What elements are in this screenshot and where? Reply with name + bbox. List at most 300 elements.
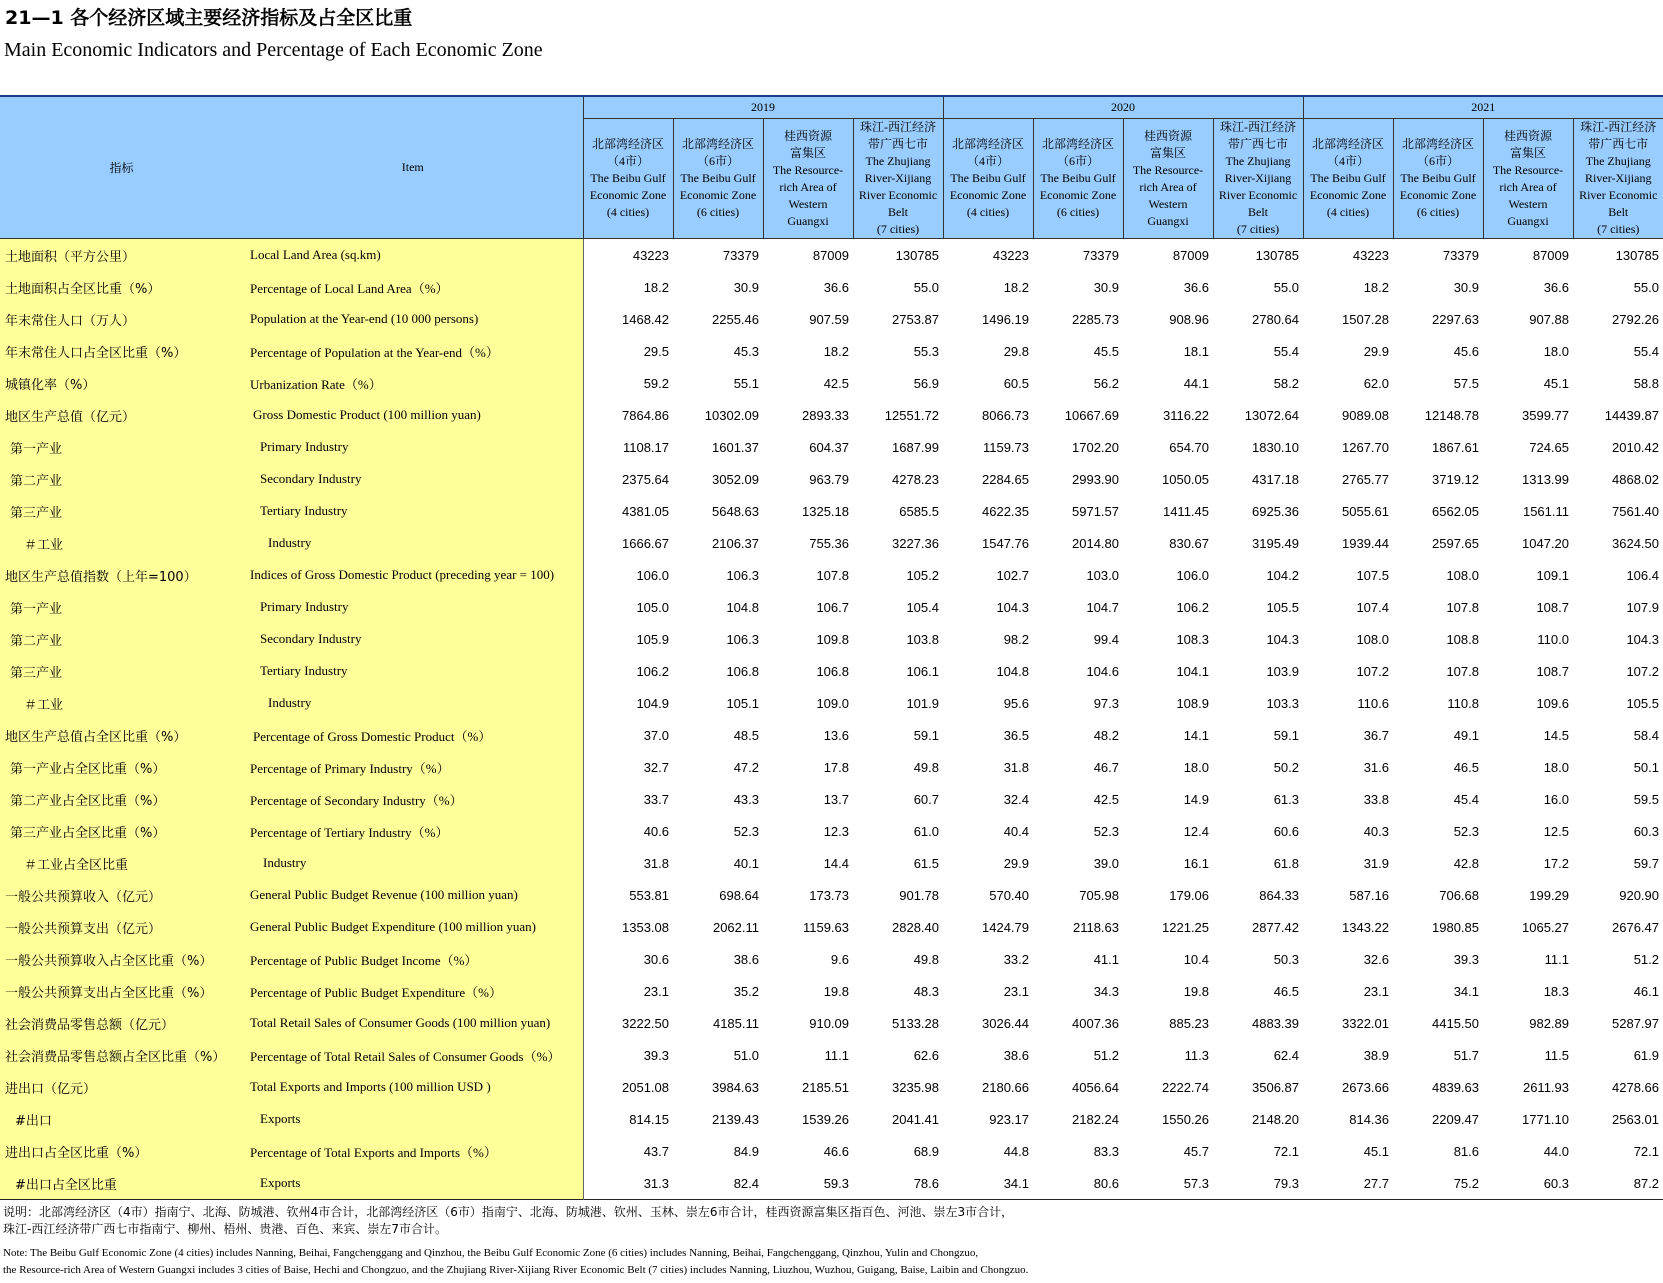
data-cell: 963.79 [763,463,853,495]
header-row-years [0,96,1663,119]
zone-header-line: 北部湾经济区 [951,137,1024,151]
data-cell: 17.8 [763,751,853,783]
data-cell: 2106.37 [673,527,763,559]
data-cell: 108.0 [1393,559,1483,591]
data-cell: 62.0 [1303,367,1393,399]
zone-header-line: The Resource- [1492,162,1564,177]
data-cell: 18.0 [1483,751,1573,783]
data-cell: 103.8 [853,623,943,655]
header-indicator-cn: 指标 [0,96,243,239]
data-cell: 5287.97 [1573,1007,1663,1039]
zone-header-line: rich Area of [779,179,837,194]
table-row [0,911,1663,943]
data-cell: 60.3 [1573,815,1663,847]
data-cell: 79.3 [1213,1167,1303,1200]
row-label-cn: #出口占全区比重 [0,1167,243,1200]
data-cell: 103.3 [1213,687,1303,719]
data-cell: 68.9 [853,1135,943,1167]
data-cell: 48.3 [853,975,943,1007]
data-cell: 1687.99 [853,431,943,463]
table-row [0,303,1663,335]
zone-header-line: (4 cities) [966,205,1010,219]
data-cell: 908.96 [1123,303,1213,335]
row-label-en: Percentage of Total Retail Sales of Consumer Goods（%） [243,1039,583,1071]
row-label-cn: 社会消费品零售总额（亿元） [0,1007,243,1039]
data-cell: 60.7 [853,783,943,815]
row-label-cn: 地区生产总值占全区比重（%） [0,719,243,751]
data-cell: 173.73 [763,879,853,911]
zone-header-line: 桂西资源 [1143,128,1192,143]
data-cell: 3506.87 [1213,1071,1303,1103]
data-cell: 60.5 [943,367,1033,399]
row-label-en: General Public Budget Expenditure (100 million yuan) [243,911,583,943]
data-cell: 45.1 [1303,1135,1393,1167]
data-cell: 107.4 [1303,591,1393,623]
data-cell: 814.36 [1303,1103,1393,1135]
table-row [0,815,1663,847]
data-cell: 51.7 [1393,1039,1483,1071]
data-cell: 199.29 [1483,879,1573,911]
data-cell: 108.3 [1123,623,1213,655]
data-cell: 43.3 [673,783,763,815]
data-cell: 1353.08 [583,911,673,943]
zone-header-line: The Resource- [1132,162,1204,177]
data-cell: 14.9 [1123,783,1213,815]
data-cell: 45.1 [1483,367,1573,399]
zone-header-line: Guangxi [1507,213,1549,228]
data-cell: 19.8 [763,975,853,1007]
data-cell: 3116.22 [1123,399,1213,431]
data-cell: 45.4 [1393,783,1483,815]
zone-header-line: 带广西七市 [1227,137,1288,151]
zone-header-line: 北部湾经济区 [1311,137,1384,151]
page-title: 21—1 各个经济区域主要经济指标及占全区比重 [5,7,413,29]
zone-header-line: (4 cities) [606,205,650,219]
data-cell: 36.6 [1123,271,1213,303]
data-cell: 901.78 [853,879,943,911]
row-label-en: Population at the Year-end (10 000 persons) [243,303,583,335]
data-cell: 982.89 [1483,1007,1573,1039]
data-cell: 830.67 [1123,527,1213,559]
zone-header-line: （6市） [1416,154,1459,168]
note-en-line: Note: The Beibu Gulf Economic Zone (4 cities) includes Nanning, Beihai, Fangchenggang and Qinzhou, the Beibu Gulf Economic Zone (6 cities) includes Nanning, Beihai, Fangchenggang, Qinzhou, Yulin and Chongzuo, [3,1247,979,1259]
zone-header-line: 北部湾经济区 [1041,137,1114,151]
data-cell: 35.2 [673,975,763,1007]
data-cell: 59.7 [1573,847,1663,879]
data-cell: 102.7 [943,559,1033,591]
table-row [0,495,1663,527]
data-cell: 33.2 [943,943,1033,975]
row-label-cn: #出口 [0,1103,243,1135]
data-cell: 39.0 [1033,847,1123,879]
row-label-cn: 第二产业 [0,463,243,495]
data-cell: 2893.33 [763,399,853,431]
data-cell: 55.4 [1573,335,1663,367]
data-cell: 4278.66 [1573,1071,1663,1103]
data-cell: 73379 [673,239,763,272]
data-cell: 61.3 [1213,783,1303,815]
data-cell: 97.3 [1033,687,1123,719]
data-cell: 13.6 [763,719,853,751]
data-cell: 105.5 [1213,591,1303,623]
data-cell: 11.1 [1483,943,1573,975]
data-cell: 60.6 [1213,815,1303,847]
economic-indicators-table [0,95,1663,1200]
data-cell: 2993.90 [1033,463,1123,495]
data-cell: 104.8 [673,591,763,623]
table-row [0,1135,1663,1167]
data-cell: 14.1 [1123,719,1213,751]
data-cell: 55.3 [853,335,943,367]
data-cell: 553.81 [583,879,673,911]
data-cell: 61.8 [1213,847,1303,879]
data-cell: 31.8 [583,847,673,879]
data-cell: 72.1 [1213,1135,1303,1167]
data-cell: 18.2 [763,335,853,367]
zone-header-line: 桂西资源 [783,128,832,143]
data-cell: 51.0 [673,1039,763,1071]
data-cell: 56.9 [853,367,943,399]
table-row [0,943,1663,975]
data-cell: 87009 [1123,239,1213,272]
data-cell: 106.1 [853,655,943,687]
note-cn-line: 珠江-西江经济带广西七市指南宁、柳州、梧州、贵港、百色、来宾、崇左7市合计。 [3,1222,447,1236]
data-cell: 2062.11 [673,911,763,943]
data-cell: 105.9 [583,623,673,655]
data-cell: 106.0 [1123,559,1213,591]
zone-header-line: Economic Zone [949,188,1027,202]
data-cell: 30.9 [673,271,763,303]
data-cell: 58.2 [1213,367,1303,399]
data-cell: 4839.63 [1393,1071,1483,1103]
data-cell: 59.1 [853,719,943,751]
data-cell: 43223 [1303,239,1393,272]
zone-header-line: Belt [888,205,908,219]
row-label-en: Percentage of Total Exports and Imports（%） [243,1135,583,1167]
data-cell: 29.9 [943,847,1033,879]
data-cell: 31.8 [943,751,1033,783]
data-cell: 2185.51 [763,1071,853,1103]
row-label-cn: 土地面积占全区比重（%） [0,271,243,303]
data-cell: 2877.42 [1213,911,1303,943]
data-cell: 14439.87 [1573,399,1663,431]
data-cell: 5133.28 [853,1007,943,1039]
data-cell: 49.8 [853,751,943,783]
zone-header-line: （4市） [1326,154,1369,168]
zone-header-line: 富集区 [1149,145,1186,160]
data-cell: 4007.36 [1033,1007,1123,1039]
row-label-en: Secondary Industry [243,623,583,655]
data-cell: 106.3 [673,559,763,591]
data-cell: 1424.79 [943,911,1033,943]
data-cell: 179.06 [1123,879,1213,911]
data-cell: 104.9 [583,687,673,719]
data-cell: 32.4 [943,783,1033,815]
row-label-en: Exports [243,1103,583,1135]
zone-header-line: 北部湾经济区 [1401,137,1474,151]
table-header [0,96,1663,239]
data-cell: 5648.63 [673,495,763,527]
data-cell: 48.2 [1033,719,1123,751]
data-cell: 5055.61 [1303,495,1393,527]
data-cell: 44.0 [1483,1135,1573,1167]
data-cell: 2563.01 [1573,1103,1663,1135]
table-row [0,431,1663,463]
row-label-en: Percentage of Population at the Year-end（%） [243,335,583,367]
data-cell: 55.0 [1213,271,1303,303]
data-cell: 105.0 [583,591,673,623]
data-cell: 101.9 [853,687,943,719]
data-cell: 58.8 [1573,367,1663,399]
data-cell: 52.3 [1393,815,1483,847]
data-cell: 2828.40 [853,911,943,943]
data-cell: 61.0 [853,815,943,847]
table-row [0,719,1663,751]
table-row [0,399,1663,431]
zone-header-line: Belt [1608,205,1629,219]
data-cell: 10302.09 [673,399,763,431]
table-row [0,591,1663,623]
data-cell: 80.6 [1033,1167,1123,1200]
row-label-cn: 第一产业 [0,591,243,623]
data-cell: 75.2 [1393,1167,1483,1200]
zone-header [1573,119,1663,239]
table-row [0,1103,1663,1135]
data-cell: 17.2 [1483,847,1573,879]
data-cell: 40.4 [943,815,1033,847]
row-label-en: Percentage of Primary Industry（%） [243,751,583,783]
table-row [0,975,1663,1007]
row-label-cn: ＃工业 [0,527,243,559]
data-cell: 87009 [1483,239,1573,272]
data-cell: 7864.86 [583,399,673,431]
data-cell: 14.4 [763,847,853,879]
data-cell: 4415.50 [1393,1007,1483,1039]
data-cell: 107.8 [1393,591,1483,623]
data-cell: 23.1 [1303,975,1393,1007]
zone-header-line: 富集区 [1509,145,1546,160]
data-cell: 107.8 [1393,655,1483,687]
data-cell: 106.2 [583,655,673,687]
zone-header-line: Economic Zone [589,188,667,202]
data-cell: 570.40 [943,879,1033,911]
zone-header-line: 珠江-西江经济 [1580,120,1657,134]
zone-header [1123,119,1213,239]
data-cell: 885.23 [1123,1007,1213,1039]
data-cell: 2611.93 [1483,1071,1573,1103]
data-cell: 59.3 [763,1167,853,1200]
data-cell: 99.4 [1033,623,1123,655]
table-row [0,655,1663,687]
row-label-cn: 第二产业占全区比重（%） [0,783,243,815]
data-cell: 82.4 [673,1167,763,1200]
data-cell: 107.8 [763,559,853,591]
data-cell: 2673.66 [1303,1071,1393,1103]
data-cell: 106.0 [583,559,673,591]
row-label-en: Primary Industry [243,431,583,463]
data-cell: 16.0 [1483,783,1573,815]
zone-header-line: The Beibu Gulf [1400,171,1476,185]
data-cell: 33.7 [583,783,673,815]
data-cell: 55.0 [1573,271,1663,303]
data-cell: 46.1 [1573,975,1663,1007]
zone-header [1033,119,1123,239]
zone-header-line: 珠江-西江经济 [1220,120,1296,134]
data-cell: 2014.80 [1033,527,1123,559]
data-cell: 45.6 [1393,335,1483,367]
zone-header-line: （4市） [606,154,649,168]
zone-header-line: 桂西资源 [1503,128,1552,143]
row-label-en: Gross Domestic Product (100 million yuan) [243,399,583,431]
zone-header-line: (7 cities) [876,222,920,236]
data-cell: 3322.01 [1303,1007,1393,1039]
data-cell: 104.6 [1033,655,1123,687]
data-cell: 30.6 [583,943,673,975]
data-cell: 49.8 [853,943,943,975]
data-cell: 42.5 [763,367,853,399]
data-cell: 1221.25 [1123,911,1213,943]
zone-header-line: The Resource- [772,162,844,177]
data-cell: 103.0 [1033,559,1123,591]
data-cell: 108.8 [1393,623,1483,655]
zone-header-line: (6 cities) [1056,205,1100,219]
row-label-cn: 第一产业占全区比重（%） [0,751,243,783]
page-subtitle: Main Economic Indicators and Percentage of Each Economic Zone [4,39,543,61]
data-cell: 3984.63 [673,1071,763,1103]
data-cell: 18.3 [1483,975,1573,1007]
table-row [0,559,1663,591]
data-cell: 705.98 [1033,879,1123,911]
data-cell: 51.2 [1033,1039,1123,1071]
row-label-cn: 第三产业 [0,655,243,687]
row-label-cn: 一般公共预算支出（亿元） [0,911,243,943]
row-label-en: Industry [243,527,583,559]
row-label-en: General Public Budget Revenue (100 million yuan) [243,879,583,911]
data-cell: 3235.98 [853,1071,943,1103]
table-row [0,1039,1663,1071]
data-cell: 9.6 [763,943,853,975]
data-cell: 61.5 [853,847,943,879]
data-cell: 1867.61 [1393,431,1483,463]
data-cell: 108.7 [1483,591,1573,623]
zone-header-line: River Economic [858,188,938,202]
data-cell: 84.9 [673,1135,763,1167]
row-label-en: Total Retail Sales of Consumer Goods (100 million yuan) [243,1007,583,1039]
data-cell: 2753.87 [853,303,943,335]
data-cell: 27.7 [1303,1167,1393,1200]
data-cell: 4868.02 [1573,463,1663,495]
row-label-cn: 地区生产总值（亿元） [0,399,243,431]
note-cn-line: 说明：北部湾经济区（4市）指南宁、北海、防城港、钦州4市合计，北部湾经济区（6市）指南宁、北海、防城港、钦州、玉林、崇左6市合计，桂西资源富集区指百色、河池、崇左3市合计， [3,1205,1014,1219]
data-cell: 104.3 [1213,623,1303,655]
data-cell: 40.6 [583,815,673,847]
data-cell: 2209.47 [1393,1103,1483,1135]
data-cell: 45.7 [1123,1135,1213,1167]
data-cell: 4883.39 [1213,1007,1303,1039]
data-cell: 105.1 [673,687,763,719]
zone-header [853,119,943,239]
data-cell: 44.1 [1123,367,1213,399]
data-cell: 814.15 [583,1103,673,1135]
zone-header-line: (4 cities) [1326,205,1370,219]
data-cell: 109.1 [1483,559,1573,591]
data-cell: 50.3 [1213,943,1303,975]
data-cell: 2676.47 [1573,911,1663,943]
data-cell: 48.5 [673,719,763,751]
data-cell: 9089.08 [1303,399,1393,431]
data-cell: 13.7 [763,783,853,815]
data-cell: 1313.99 [1483,463,1573,495]
data-cell: 95.6 [943,687,1033,719]
data-cell: 4381.05 [583,495,673,527]
data-cell: 37.0 [583,719,673,751]
zone-header-line: 带广西七市 [1588,137,1649,151]
zone-header-line: (6 cities) [696,205,740,219]
data-cell: 32.7 [583,751,673,783]
data-cell: 36.5 [943,719,1033,751]
data-cell: 55.4 [1213,335,1303,367]
row-label-en: Total Exports and Imports (100 million USD ) [243,1071,583,1103]
data-cell: 2148.20 [1213,1103,1303,1135]
table-body [0,239,1663,1200]
data-cell: 87.2 [1573,1167,1663,1200]
row-label-cn: 第一产业 [0,431,243,463]
data-cell: 130785 [853,239,943,272]
data-cell: 104.2 [1213,559,1303,591]
row-label-en: Urbanization Rate（%） [243,367,583,399]
data-cell: 45.3 [673,335,763,367]
table-row [0,527,1663,559]
data-cell: 62.6 [853,1039,943,1071]
data-cell: 72.1 [1573,1135,1663,1167]
row-label-cn: 一般公共预算支出占全区比重（%） [0,975,243,1007]
data-cell: 34.1 [1393,975,1483,1007]
zone-header-line: The Zhujiang [1585,154,1651,168]
zone-header-line: Guangxi [1147,213,1189,228]
zone-header [583,119,673,239]
zone-header [1213,119,1303,239]
data-cell: 110.0 [1483,623,1573,655]
zone-header-line: rich Area of [1139,179,1197,194]
data-cell: 1496.19 [943,303,1033,335]
data-cell: 44.8 [943,1135,1033,1167]
data-cell: 107.5 [1303,559,1393,591]
zone-header-line: River-Xijiang [1585,171,1652,185]
data-cell: 1468.42 [583,303,673,335]
data-cell: 110.6 [1303,687,1393,719]
zone-header-line: 富集区 [789,145,826,160]
data-cell: 105.2 [853,559,943,591]
table-row [0,847,1663,879]
data-cell: 4056.64 [1033,1071,1123,1103]
data-cell: 104.3 [1573,623,1663,655]
data-cell: 41.1 [1033,943,1123,975]
data-cell: 12148.78 [1393,399,1483,431]
data-cell: 18.0 [1483,335,1573,367]
zone-header-line: Western [1508,196,1548,211]
row-label-cn: 地区生产总值指数（上年=100） [0,559,243,591]
data-cell: 3227.36 [853,527,943,559]
header-item-en: Item [243,96,583,239]
data-cell: 1507.28 [1303,303,1393,335]
row-label-en: Percentage of Secondary Industry（%） [243,783,583,815]
row-label-en: Exports [243,1167,583,1200]
zone-header-line: 北部湾经济区 [681,137,754,151]
data-cell: 31.9 [1303,847,1393,879]
zone-header-line: 带广西七市 [867,137,928,151]
table-row [0,687,1663,719]
zone-header-line: Guangxi [787,213,829,228]
